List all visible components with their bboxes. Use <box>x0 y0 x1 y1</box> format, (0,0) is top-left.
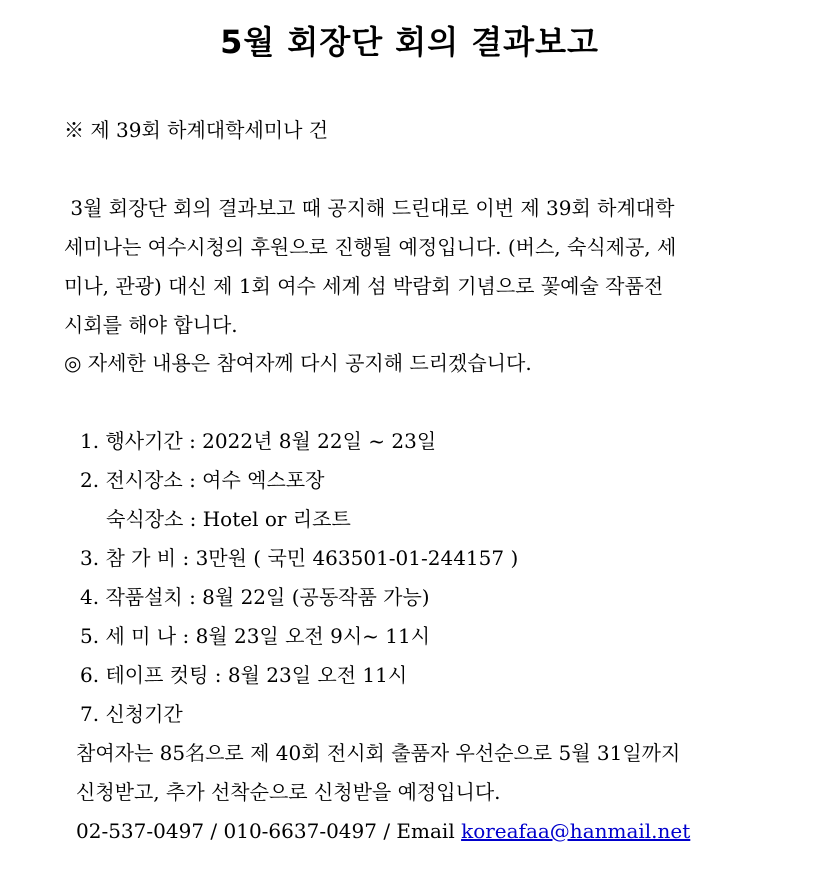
contact-line <box>76 817 690 845</box>
item-installation: 4. 작품설치 : 8월 22일 (공동작품 가능) <box>80 585 430 609</box>
body-line-2: 세미나는 여수시청의 후원으로 진행될 예정입니다. (버스, 숙식제공, 세 <box>64 235 677 259</box>
application-line-1: 참여자는 85名으로 제 40회 전시회 출품자 우선순으로 5월 31일까지 <box>76 741 681 765</box>
item-exhibition-venue: 2. 전시장소 : 여수 엑스포장 <box>80 468 325 492</box>
body-line-1: 3월 회장단 회의 결과보고 때 공지해 드린대로 이번 제 39회 하계대학 <box>64 196 675 220</box>
notice-line: ◎ 자세한 내용은 참여자께 다시 공지해 드리겠습니다. <box>64 351 532 375</box>
page-title: 5월 회장단 회의 결과보고 <box>220 23 599 61</box>
contact-phones: 02-537-0497 / 010-6637-0497 / Email <box>76 819 462 843</box>
subject-line: ※ 제 39회 하계대학세미나 건 <box>64 118 329 142</box>
body-line-4: 시회를 해야 합니다. <box>64 313 238 337</box>
email-link[interactable]: koreafaa@hanmail.net <box>461 819 691 843</box>
item-event-period: 1. 행사기간 : 2022년 8월 22일 ~ 23일 <box>80 429 437 453</box>
item-seminar: 5. 세 미 나 : 8월 23일 오전 9시~ 11시 <box>80 624 431 648</box>
item-tape-cutting: 6. 테이프 컷팅 : 8월 23일 오전 11시 <box>80 663 408 687</box>
item-participation-fee: 3. 참 가 비 : 3만원 ( 국민 463501-01-244157 ) <box>80 546 519 570</box>
item-application-period: 7. 신청기간 <box>80 702 183 726</box>
item-lodging-venue: 숙식장소 : Hotel or 리조트 <box>106 507 351 531</box>
application-line-2: 신청받고, 추가 선착순으로 신청받을 예정입니다. <box>76 780 501 804</box>
body-line-3: 미나, 관광) 대신 제 1회 여수 세계 섬 박람회 기념으로 꽃예술 작품전 <box>64 274 664 298</box>
